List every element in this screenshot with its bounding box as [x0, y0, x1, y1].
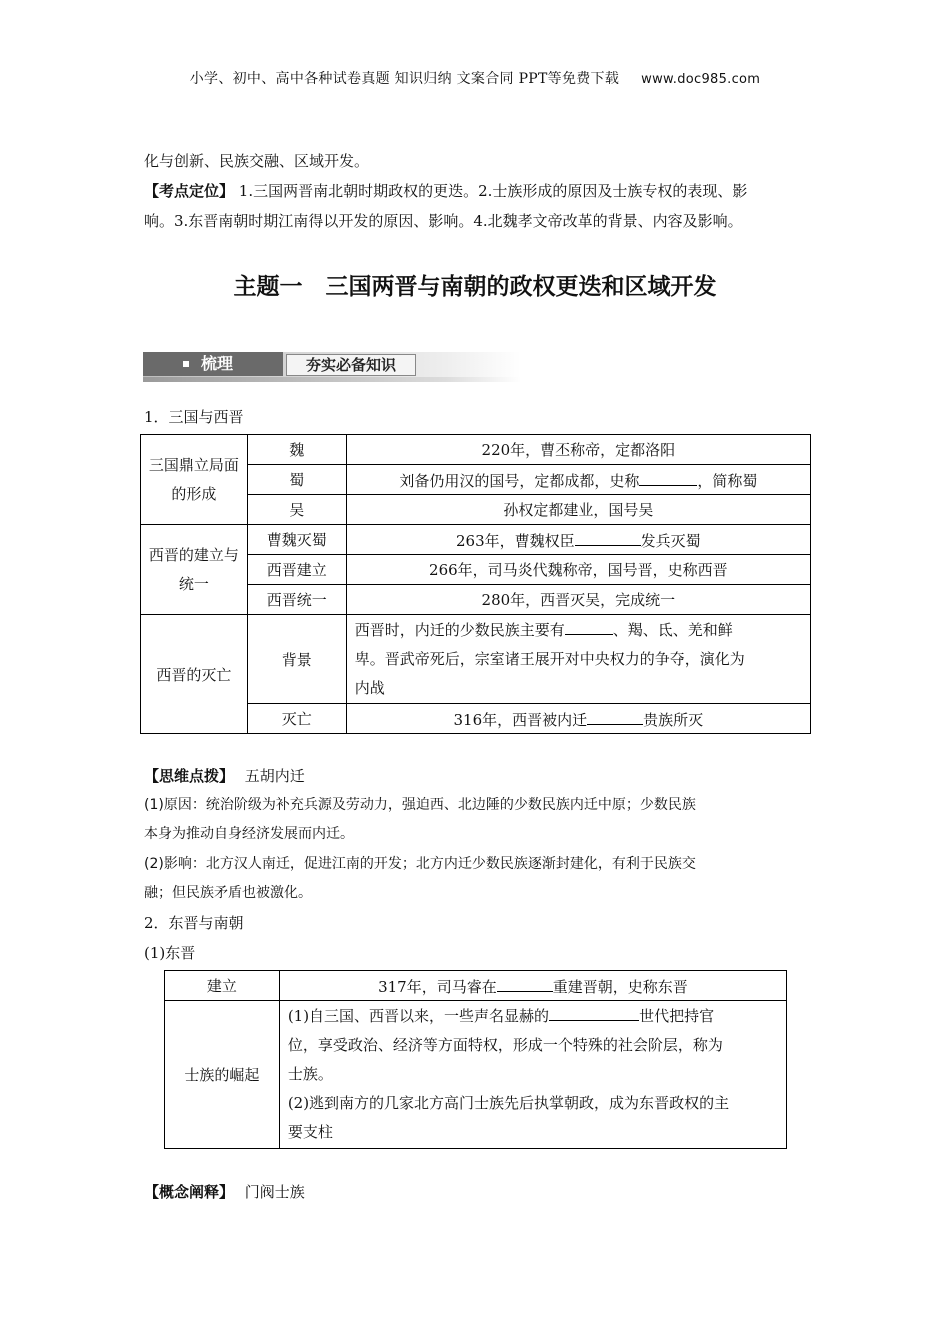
banner-right: 夯实必备知识 [286, 354, 416, 376]
header-text: 小学、初中、高中各种试卷真题 知识归纳 文案合同 PPT等免费下载 [189, 71, 620, 87]
gainian-topic: 门阀士族 [244, 1183, 305, 1201]
kaodian-label: 【考点定位】 [144, 182, 235, 200]
siwei-p1a: (1)原因：统治阶级为补充兵源及劳动力，强迫西、北边陲的少数民族内迁中原；少数民族 [144, 797, 696, 813]
kaodian-line2: 响。3.东晋南朝时期江南得以开发的原因、影响。4.北魏孝文帝改革的背景、内容及影响。 [144, 212, 743, 230]
page-title: 主题一 三国两晋与南朝的政权更迭和区域开发 [233, 274, 717, 300]
row-key: 曹魏灭蜀 [247, 525, 346, 555]
fill-blank[interactable] [639, 468, 697, 486]
kaodian-text1: 1.三国两晋南北朝时期政权的更迭。2.士族形成的原因及士族专权的表现、影 [238, 182, 748, 200]
row-key: 魏 [247, 435, 346, 465]
row-value: 孙权定都建业，国号吴 [346, 495, 810, 525]
row-value: (1)自三国、西晋以来，一些声名显赫的 世代把持官 位，享受政治、经济等方面特权，形成一个特殊的社会阶层，称为 士族。 (2)逃到南方的几家北方高门士族先后执掌朝政，成为东晋政权的主 要支柱 [279, 1001, 786, 1149]
siwei-label: 【思维点拨】 [144, 767, 235, 785]
table-dongjin [164, 970, 787, 1149]
row-key: 吴 [247, 495, 346, 525]
row-value: 刘备仍用汉的国号，定都成都，史称 ，简称蜀 [346, 465, 810, 495]
intro-line: 化与创新、民族交融、区域开发。 [144, 152, 370, 170]
fill-blank[interactable] [549, 1003, 639, 1021]
group-label-xijin: 西晋的建立与统一 [141, 525, 248, 615]
row-value: 220年，曹丕称帝，定都洛阳 [346, 435, 810, 465]
gainian-heading [144, 1177, 808, 1207]
row-key: 灭亡 [247, 704, 346, 734]
siwei-p2a: (2)影响：北方汉人南迁，促进江南的开发；北方内迁少数民族逐渐封建化，有利于民族交 [144, 856, 696, 872]
row-value: 317年，司马睿在 重建晋朝，史称东晋 [279, 971, 786, 1001]
group-label-sanguo: 三国鼎立局面的形成 [141, 435, 248, 525]
row-value: 316年，西晋被内迁 贵族所灭 [346, 704, 810, 734]
group-label-miewang: 西晋的灭亡 [141, 615, 248, 734]
header-url[interactable]: www.doc985.com [641, 72, 761, 87]
row-value: 280年，西晋灭吴，完成统一 [346, 585, 810, 615]
row-value: 263年，曹魏权臣 发兵灭蜀 [346, 525, 810, 555]
page-header [0, 68, 950, 88]
row-key: 背景 [247, 615, 346, 704]
siwei-p1b: 本身为推动自身经济发展而内迁。 [144, 826, 354, 842]
row-value: 266年，司马炎代魏称帝，国号晋，史称西晋 [346, 555, 810, 585]
section1-heading: 1．三国与西晋 [144, 408, 244, 426]
fill-blank[interactable] [497, 974, 553, 992]
gainian-label: 【概念阐释】 [144, 1183, 235, 1201]
section2-sub: (1)东晋 [144, 944, 196, 962]
kaodian-line1 [144, 176, 808, 206]
square-icon [183, 361, 189, 367]
banner-left: 梳理 [143, 352, 283, 376]
row-key: 士族的崛起 [165, 1001, 280, 1149]
siwei-topic: 五胡内迁 [244, 767, 305, 785]
fill-blank[interactable] [575, 528, 641, 546]
fill-blank[interactable] [587, 707, 643, 725]
row-value: 西晋时，内迁的少数民族主要有 、羯、氐、羌和鲜 卑。晋武帝死后，宗室诸王展开对中央权力的争夺，演化为 内战 [346, 615, 810, 704]
section-banner [143, 352, 521, 382]
siwei-p2b: 融；但民族矛盾也被激化。 [144, 885, 312, 901]
table-sanguo-xijin [140, 434, 811, 734]
section2-heading: 2．东晋与南朝 [144, 914, 244, 932]
siwei-heading [144, 761, 808, 791]
row-key: 建立 [165, 971, 280, 1001]
row-key: 西晋统一 [247, 585, 346, 615]
row-key: 西晋建立 [247, 555, 346, 585]
banner-stripe [143, 377, 521, 382]
row-key: 蜀 [247, 465, 346, 495]
fill-blank[interactable] [565, 617, 613, 635]
